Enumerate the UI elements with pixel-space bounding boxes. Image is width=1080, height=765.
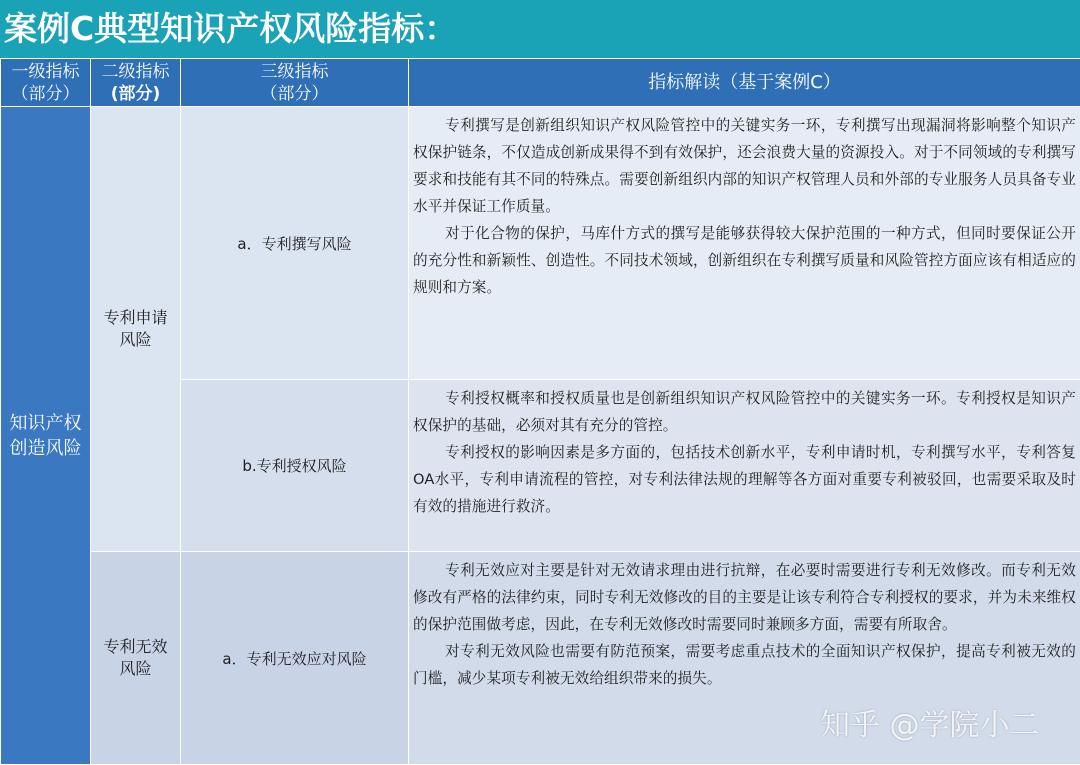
header-level3-line1: 三级指标 — [181, 61, 408, 83]
table-row — [1, 552, 1080, 765]
level2-line1: 专利无效 — [91, 636, 180, 658]
interpretation-paragraph: 专利撰写是创新组织知识产权风险管控中的关键实务一环，专利撰写出现漏洞将影响整个知识产权保护链条，不仅造成创新成果得不到有效保护，还会浪费大量的资源投入。对于不同领域的专利撰写要求和技能有其不同的特殊点。需要创新组织内部的知识产权管理人员和外部的专业服务人员具备专业水平并保证工作质量。 — [413, 112, 1076, 220]
interpretation-paragraph: 专利授权的影响因素是多方面的，包括技术创新水平，专利申请时机，专利撰写水平，专利答复OA水平，专利申请流程的管控，对专利法律法规的理解等各方面对重要专利被驳回，也需要采取及时有效的措施进行救济。 — [413, 439, 1076, 520]
header-level2-line2: (部分) — [91, 83, 180, 105]
header-row — [1, 59, 1080, 107]
interpretation-paragraph: 对专利无效风险也需要有防范预案，需要考虑重点技术的全面知识产权保护，提高专利被无效的门槛，减少某项专利被无效给组织带来的损失。 — [413, 638, 1076, 692]
page-title: 案例C典型知识产权风险指标： — [0, 0, 1080, 58]
level2-line1: 专利申请 — [91, 307, 180, 329]
interpretation-cell — [409, 107, 1080, 380]
level2-cell-patent-application — [91, 107, 181, 552]
level3-cell-drafting-risk: a．专利撰写风险 — [181, 107, 409, 380]
level1-line1: 知识产权 — [1, 411, 90, 436]
interpretation-paragraph: 对于化合物的保护，马库什方式的撰写是能够获得较大保护范围的一种方式，但同时要保证公开的充分性和新颖性、创造性。不同技术领域，创新组织在专利撰写质量和风险管控方面应该有相适应的规则和方案。 — [413, 220, 1076, 301]
level2-line2: 风险 — [91, 658, 180, 680]
level1-line2: 创造风险 — [1, 436, 90, 461]
header-level2-line1: 二级指标 — [91, 61, 180, 83]
watermark: 知乎 @学院小二 — [820, 700, 1040, 744]
header-level3-line2: （部分） — [181, 83, 408, 105]
table-row — [1, 107, 1080, 380]
header-level2 — [91, 59, 181, 107]
header-level1 — [1, 59, 91, 107]
risk-indicator-table — [0, 58, 1080, 765]
interpretation-paragraph: 专利无效应对主要是针对无效请求理由进行抗辩，在必要时需要进行专利无效修改。而专利无效修改有严格的法律约束，同时专利无效修改的目的主要是让该专利符合专利授权的要求，并为未来维权的保护范围做考虑，因此，在专利无效修改时需要同时兼顾多方面，需要有所取舍。 — [413, 557, 1076, 638]
level3-cell-invalidation-response-risk: a．专利无效应对风险 — [181, 552, 409, 765]
header-interpretation: 指标解读（基于案例C） — [409, 59, 1080, 107]
header-level1-line1: 一级指标 — [1, 61, 90, 83]
level2-line2: 风险 — [91, 329, 180, 351]
level1-cell — [1, 107, 91, 765]
header-level3 — [181, 59, 409, 107]
header-level1-line2: （部分） — [1, 83, 90, 105]
interpretation-cell — [409, 380, 1080, 552]
level3-cell-grant-risk: b.专利授权风险 — [181, 380, 409, 552]
level2-cell-patent-invalidation — [91, 552, 181, 765]
interpretation-cell — [409, 552, 1080, 765]
interpretation-paragraph: 专利授权概率和授权质量也是创新组织知识产权风险管控中的关键实务一环。专利授权是知识产权保护的基础，必须对其有充分的管控。 — [413, 385, 1076, 439]
